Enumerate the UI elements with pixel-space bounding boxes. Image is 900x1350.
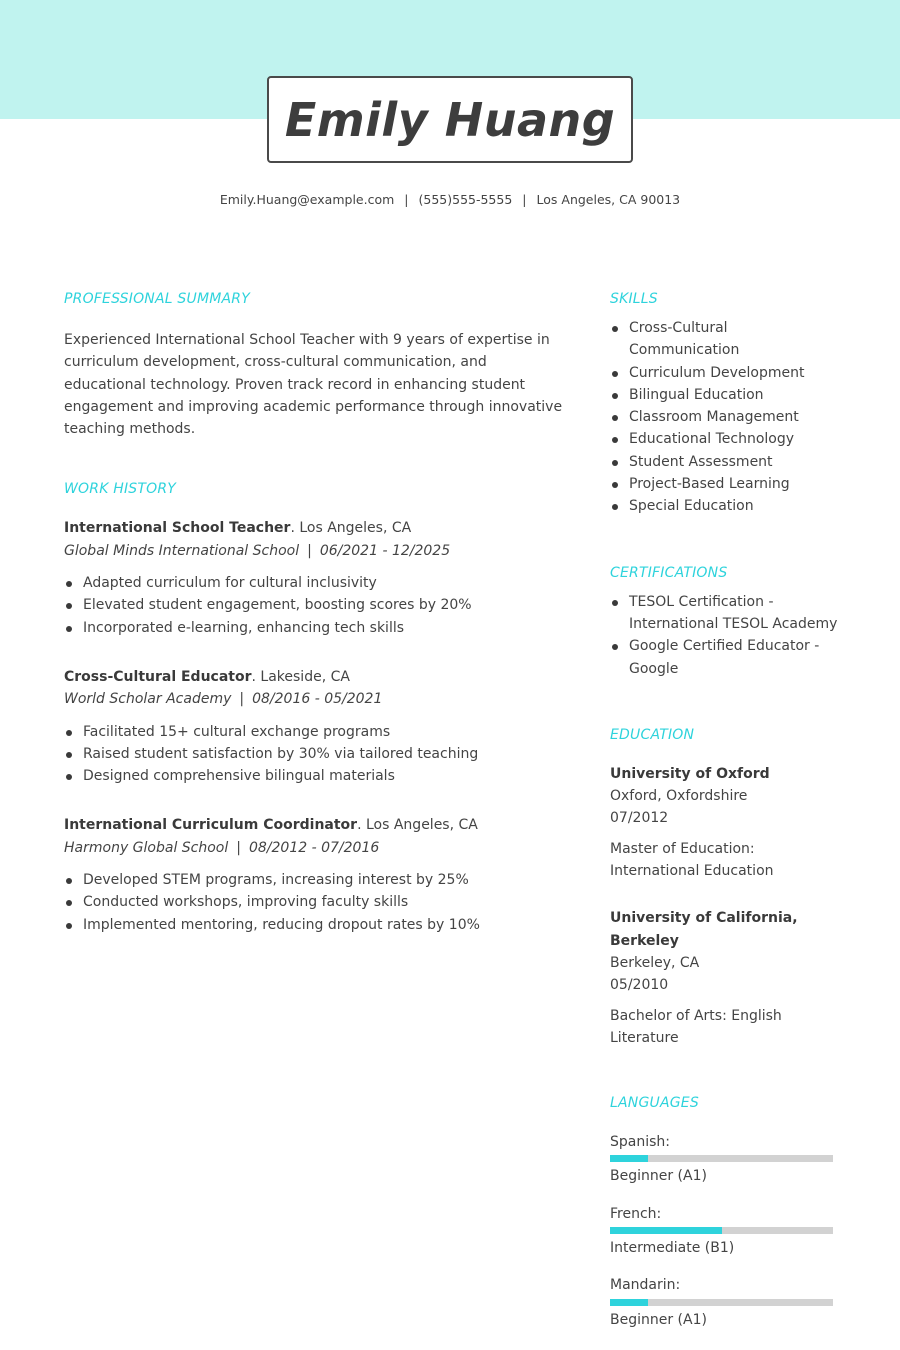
education-school: University of California, Berkeley xyxy=(610,910,798,949)
job-separator: | xyxy=(307,542,312,559)
summary-text: Experienced International School Teacher with 9 years of expertise in curriculum development, cross-cultural communication, and educational technology. Proven track record in enhancing student engagement and improving academic performance through innovative teaching methods. xyxy=(64,332,563,438)
skills-heading: SKILLS xyxy=(610,291,658,307)
languages-heading: LANGUAGES xyxy=(610,1095,699,1112)
contact-separator: | xyxy=(522,192,527,207)
language-proficiency-bar xyxy=(610,1227,833,1234)
job-bullet: Conducted workshops, improving faculty skills xyxy=(64,891,564,913)
education-heading: EDUCATION xyxy=(610,726,695,743)
job-employer-line xyxy=(64,540,564,562)
job-location: . Lakeside, CA xyxy=(251,668,350,685)
job-dates: 08/2016 - 05/2021 xyxy=(252,691,383,708)
skill-item: Curriculum Development xyxy=(610,362,840,384)
job-entry xyxy=(64,666,564,787)
job-bullets xyxy=(64,869,564,936)
language-level: Beginner (A1) xyxy=(610,1311,707,1328)
job-location: . Los Angeles, CA xyxy=(290,520,412,537)
certifications-list xyxy=(610,591,840,680)
summary-heading: PROFESSIONAL SUMMARY xyxy=(64,291,250,307)
contact-location: Los Angeles, CA 90013 xyxy=(536,192,681,207)
language-proficiency-fill xyxy=(610,1299,648,1306)
certification-item: Google Certified Educator - Google xyxy=(610,635,840,680)
skill-item: Project-Based Learning xyxy=(610,473,840,495)
candidate-name: Emily Huang xyxy=(284,92,616,147)
job-separator: | xyxy=(239,691,245,708)
language-proficiency-fill xyxy=(610,1155,648,1162)
job-employer: World Scholar Academy xyxy=(64,691,232,708)
education-location: Oxford, Oxfordshire xyxy=(610,788,748,805)
language-item xyxy=(610,1131,840,1188)
contact-phone: (555)555-5555 xyxy=(418,192,513,207)
job-employer-line xyxy=(64,837,564,859)
language-name: Mandarin: xyxy=(610,1277,681,1294)
education-degree: Bachelor of Arts: English Literature xyxy=(610,1007,782,1046)
job-role: International School Teacher xyxy=(64,520,291,537)
job-separator: | xyxy=(236,839,241,856)
work-history-heading: WORK HISTORY xyxy=(64,481,177,498)
job-dates: 06/2021 - 12/2025 xyxy=(319,542,451,559)
language-level: Intermediate (B1) xyxy=(610,1240,735,1257)
education-location: Berkeley, CA xyxy=(610,954,700,971)
job-entry xyxy=(64,814,564,935)
language-name: Spanish: xyxy=(610,1134,670,1151)
language-item xyxy=(610,1274,840,1331)
job-entry xyxy=(64,517,564,638)
job-header xyxy=(64,814,564,836)
job-header xyxy=(64,517,564,539)
contact-separator: | xyxy=(404,192,409,207)
job-bullet: Facilitated 15+ cultural exchange programs xyxy=(64,721,564,743)
job-header xyxy=(64,666,564,688)
skill-item: Student Assessment xyxy=(610,451,840,473)
job-role: Cross-Cultural Educator xyxy=(64,668,252,685)
education-degree: Master of Education: International Education xyxy=(610,840,774,880)
language-proficiency-bar xyxy=(610,1299,833,1306)
skill-item: Classroom Management xyxy=(610,406,840,428)
sidebar-column xyxy=(610,291,840,1331)
job-bullets xyxy=(64,721,564,788)
language-item xyxy=(610,1203,840,1260)
job-role: International Curriculum Coordinator xyxy=(64,817,358,834)
job-employer-line xyxy=(64,688,564,710)
education-entry xyxy=(610,907,840,1049)
certification-item: TESOL Certification - International TESOL Academy xyxy=(610,591,840,636)
skill-item: Cross-Cultural Communication xyxy=(610,317,840,362)
education-entry xyxy=(610,763,840,882)
skill-item: Special Education xyxy=(610,495,840,517)
name-box xyxy=(267,76,633,163)
contact-line xyxy=(0,192,900,207)
job-bullet: Adapted curriculum for cultural inclusivity xyxy=(64,572,564,594)
job-bullet: Implemented mentoring, reducing dropout rates by 10% xyxy=(64,914,564,936)
language-proficiency-bar xyxy=(610,1155,833,1162)
job-bullet: Raised student satisfaction by 30% via tailored teaching xyxy=(64,743,564,765)
job-bullet: Developed STEM programs, increasing interest by 25% xyxy=(64,869,564,891)
skill-item: Educational Technology xyxy=(610,428,840,450)
job-location: . Los Angeles, CA xyxy=(357,817,478,834)
education-date: 05/2010 xyxy=(610,977,669,994)
certifications-heading: CERTIFICATIONS xyxy=(610,564,728,581)
job-bullet: Elevated student engagement, boosting scores by 20% xyxy=(64,594,564,616)
education-date: 07/2012 xyxy=(610,810,669,827)
language-level: Beginner (A1) xyxy=(610,1168,707,1185)
job-bullet: Designed comprehensive bilingual materials xyxy=(64,765,564,787)
job-dates: 08/2012 - 07/2016 xyxy=(248,839,380,856)
job-bullets xyxy=(64,572,564,639)
language-proficiency-fill xyxy=(610,1227,722,1234)
skills-list xyxy=(610,317,840,518)
job-employer: Global Minds International School xyxy=(64,542,300,559)
job-bullet: Incorporated e-learning, enhancing tech skills xyxy=(64,617,564,639)
languages-list xyxy=(610,1131,840,1331)
skill-item: Bilingual Education xyxy=(610,384,840,406)
main-column xyxy=(64,291,564,936)
job-employer: Harmony Global School xyxy=(64,839,229,856)
education-school: University of Oxford xyxy=(610,765,770,782)
language-name: French: xyxy=(610,1205,662,1222)
contact-email: Emily.Huang@example.com xyxy=(219,192,395,207)
